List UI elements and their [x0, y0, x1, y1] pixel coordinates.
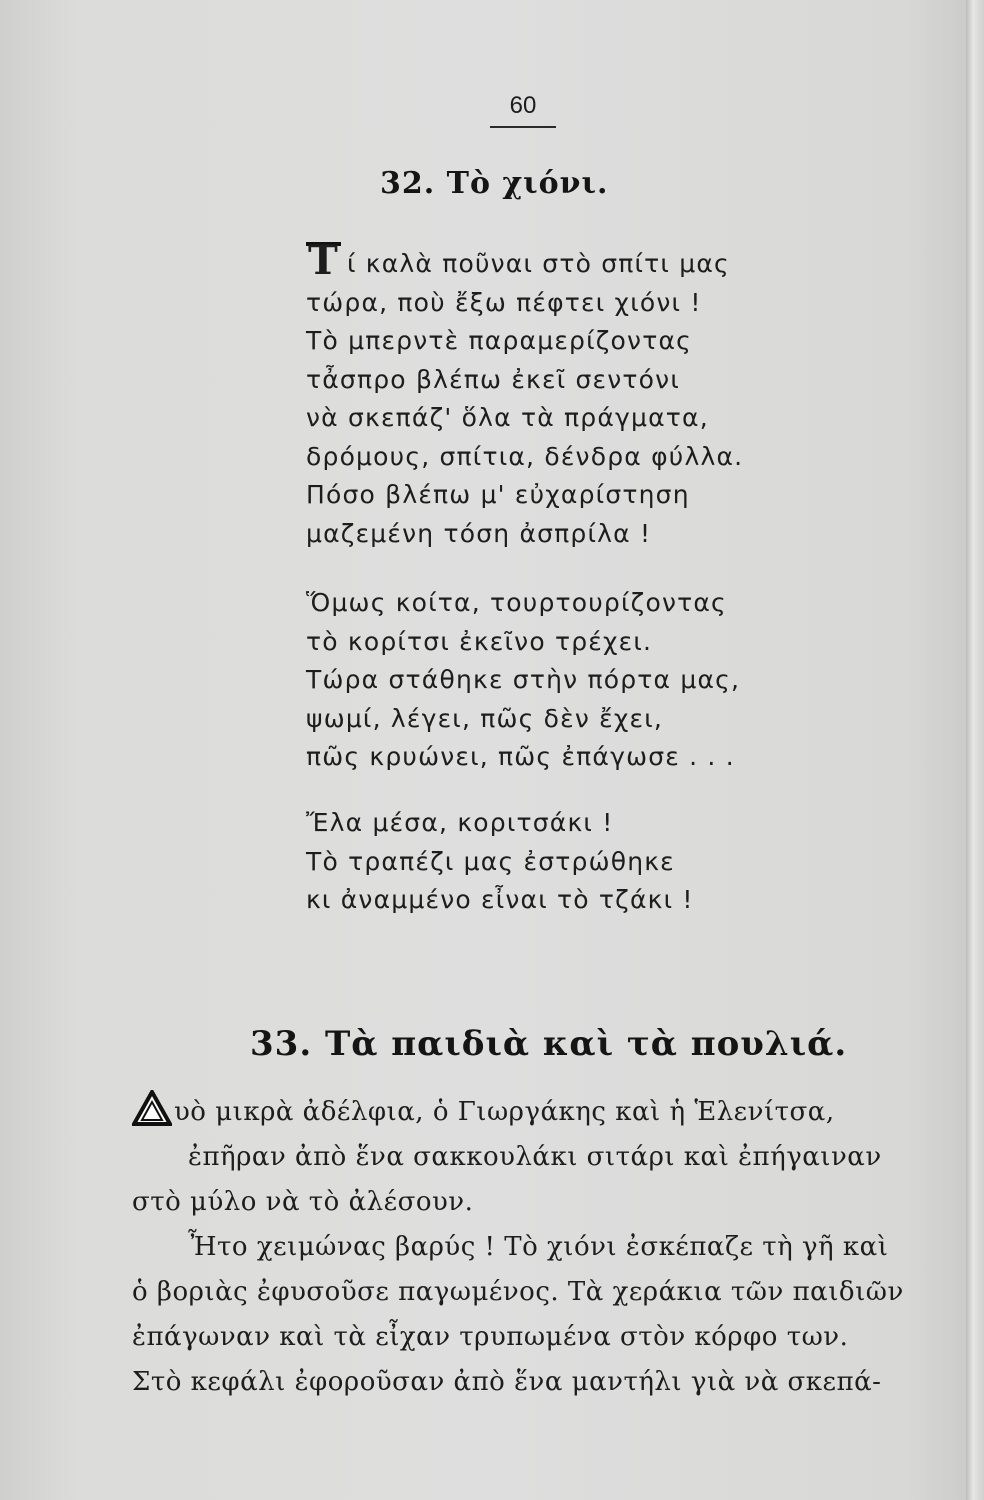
- poem-line: μαζεμένη τόση ἀσπρίλα !: [306, 518, 652, 548]
- page-number: 60: [509, 92, 537, 119]
- poem-line: τὸ κορίτσι ἐκεῖνο τρέχει.: [306, 626, 653, 656]
- story-line: υὸ μικρὰ ἀδέλφια, ὁ Γιωργάκης καὶ ἡ Ἑλενίτσα,: [132, 1090, 872, 1135]
- poem-line: κι ἀναμμένο εἶναι τὸ τζάκι !: [306, 885, 694, 914]
- poem-line: πῶς κρυώνει, πῶς ἐπάγωσε . . .: [306, 742, 735, 771]
- story-line: ἐπῆραν ἀπὸ ἕνα σακκουλάκι σιτάρι καὶ ἐπήγαιναν: [188, 1142, 882, 1172]
- poem-line: Πόσο βλέπω μ' εὐχαρίστηση: [306, 480, 690, 509]
- page-number-rule: [490, 126, 556, 128]
- poem-line: Τ ί καλὰ ποῦναι στὸ σπίτι μας: [308, 237, 730, 284]
- poem-line: τώρα, ποὺ ἔξω πέφτει χιόνι !: [306, 287, 702, 317]
- story-dropcap-delta: [132, 1090, 172, 1126]
- poem-line: τἆσπρο βλέπω ἐκεῖ σεντόνι: [306, 364, 680, 394]
- poem-line: νὰ σκεπάζ' ὅλα τὰ πράγματα,: [306, 403, 709, 432]
- story-line: ἐπάγωναν καὶ τὰ εἶχαν τρυπωμένα στὸν κόρφο των.: [132, 1322, 849, 1352]
- poem-stanza-1: [306, 237, 776, 553]
- poem-title: 32. Τὸ χιόνι.: [380, 166, 609, 201]
- poem-line: Τὸ μπερντὲ παραμερίζοντας: [306, 326, 693, 355]
- poem-line: δρόμους, σπίτια, δένδρα φύλλα.: [306, 441, 744, 471]
- poem-line: Τώρα στάθηκε στὴν πόρτα μας,: [306, 665, 741, 694]
- poem-line: Ἔλα μέσα, κοριτσάκι !: [306, 808, 614, 837]
- story-line: στὸ μύλο νὰ τὸ ἀλέσουν.: [132, 1187, 474, 1217]
- poem-line: Ὅμως κοίτα, τουρτουρίζοντας: [306, 588, 727, 617]
- story-line: Ἦτο χειμώνας βαρύς ! Τὸ χιόνι ἐσκέπαζε τὴ γῆ καὶ: [188, 1232, 889, 1262]
- page-edge: [966, 0, 984, 1500]
- story-line: Στὸ κεφάλι ἐφοροῦσαν ἀπὸ ἕνα μαντήλι γιὰ νὰ σκεπά-: [132, 1367, 882, 1397]
- story-title: 33. Τὰ παιδιὰ καὶ τὰ πουλιά.: [250, 1024, 848, 1064]
- poem-stanza-2: [306, 584, 776, 777]
- poem-stanza-3: [306, 804, 776, 920]
- poem-line: ψωμί, λέγει, πῶς δὲν ἔχει,: [306, 703, 664, 733]
- poem-line: Τὸ τραπέζι μας ἐστρώθηκε: [306, 846, 675, 876]
- story-line: ὁ βοριὰς ἐφυσοῦσε παγωμένος. Τὰ χεράκια τῶν παιδιῶν: [132, 1277, 904, 1307]
- story-text: [132, 1090, 904, 1405]
- poem-dropcap: Τ: [308, 237, 339, 284]
